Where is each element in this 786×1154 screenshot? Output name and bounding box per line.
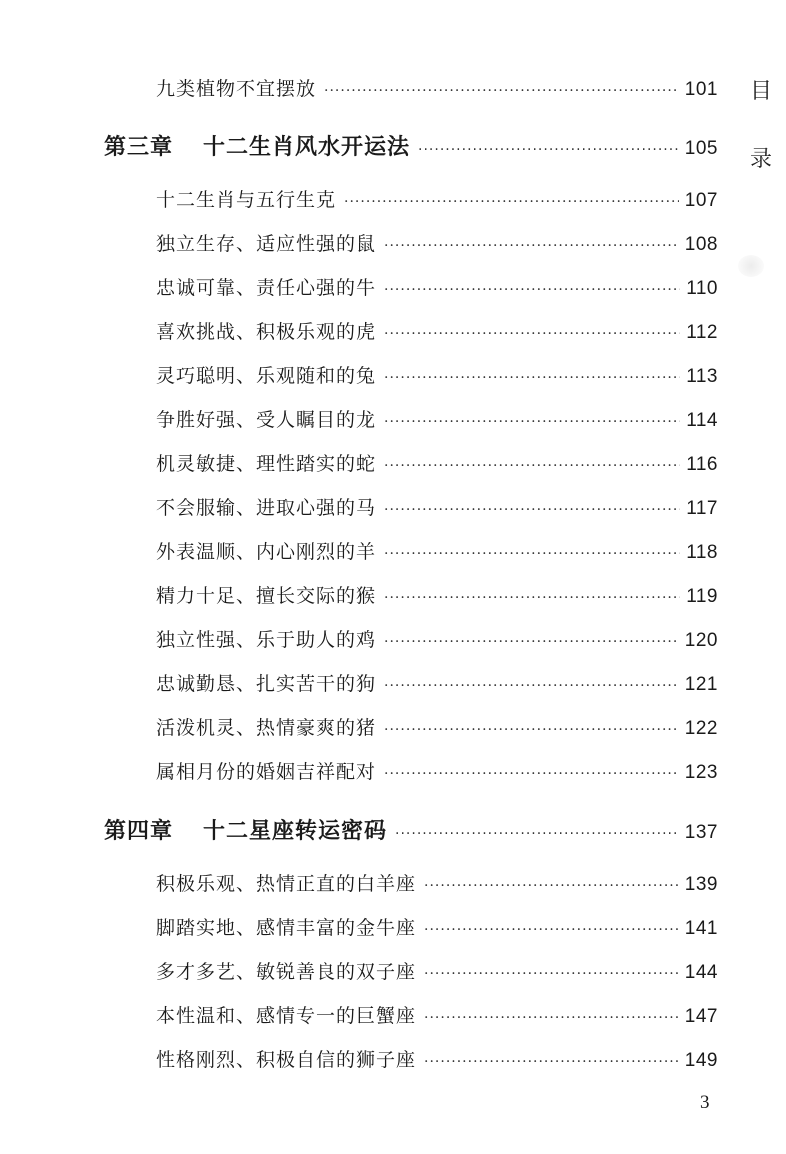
toc-entry[interactable] (156, 957, 718, 984)
toc-entry-page: 114 (686, 410, 718, 431)
toc-leader-dots (384, 766, 679, 782)
toc-leader-dots (384, 282, 680, 298)
toc-entry-page: 107 (684, 190, 718, 211)
toc-leader-dots (384, 634, 679, 650)
toc-leader-dots (384, 590, 680, 606)
toc-entry-page: 108 (684, 234, 718, 255)
toc-leader-dots (324, 83, 679, 99)
toc-entry[interactable] (156, 405, 718, 432)
toc-leader-dots (384, 458, 680, 474)
toc-entry-page: 122 (684, 718, 718, 739)
side-tab-mu: 目 (750, 79, 773, 104)
toc-entry-title: 外表温顺、内心刚烈的羊 (156, 541, 377, 563)
toc-entry[interactable] (156, 869, 718, 896)
toc-entry-page: 147 (684, 1006, 718, 1027)
toc-entry-title: 灵巧聪明、乐观随和的兔 (156, 365, 377, 387)
toc-entry-title: 性格刚烈、积极自信的狮子座 (156, 1049, 417, 1071)
toc-leader-dots (424, 966, 679, 982)
toc-chapter-page: 105 (684, 138, 718, 159)
toc-leader-dots (395, 826, 679, 842)
toc-entry-page: 110 (686, 278, 718, 299)
toc-entry-page: 144 (684, 962, 718, 983)
scan-smudge (738, 255, 764, 277)
toc-leader-dots (384, 546, 680, 562)
toc-entry-title: 独立性强、乐于助人的鸡 (156, 629, 377, 651)
toc-entry-page: 119 (686, 586, 718, 607)
toc-entry[interactable] (156, 361, 718, 388)
toc-entry-title: 喜欢挑战、积极乐观的虎 (156, 321, 377, 343)
toc-entry-title: 精力十足、擅长交际的猴 (156, 585, 377, 607)
toc-entry-page: 116 (686, 454, 718, 475)
toc-chapter-page: 137 (684, 822, 718, 843)
toc-chapter-heading (104, 130, 410, 161)
toc-entry-page: 123 (684, 762, 718, 783)
toc-entry-page: 113 (686, 366, 718, 387)
toc-leader-dots (384, 502, 680, 518)
toc-entry-page: 112 (686, 322, 718, 343)
toc-leader-dots (384, 678, 679, 694)
toc-entry-page: 101 (684, 79, 718, 100)
toc-entry-page: 117 (686, 498, 718, 519)
toc-chapter-number: 第三章 (104, 135, 174, 160)
toc-entry[interactable] (156, 713, 718, 740)
toc-leader-dots (384, 238, 679, 254)
toc-entry[interactable] (156, 449, 718, 476)
toc-entry[interactable] (156, 913, 718, 940)
toc-entry[interactable] (156, 493, 718, 520)
toc-entry-title: 机灵敏捷、理性踏实的蛇 (156, 453, 377, 475)
toc-entry-title: 脚踏实地、感情丰富的金牛座 (156, 917, 417, 939)
toc-chapter-title: 十二生肖风水开运法 (203, 135, 411, 160)
toc-entry-page: 121 (684, 674, 718, 695)
toc-entry[interactable] (156, 581, 718, 608)
toc-chapter[interactable] (104, 130, 718, 161)
toc-chapter[interactable] (104, 814, 718, 845)
toc-leader-dots (424, 1010, 679, 1026)
toc-entry-title: 本性温和、感情专一的巨蟹座 (156, 1005, 417, 1027)
toc-leader-dots (424, 1054, 679, 1070)
toc-entry-title: 十二生肖与五行生克 (156, 189, 337, 211)
toc-entry-title: 不会服输、进取心强的马 (156, 497, 377, 519)
toc-entry-title: 活泼机灵、热情豪爽的猪 (156, 717, 377, 739)
toc-entry-page: 118 (686, 542, 718, 563)
toc-entry[interactable] (156, 537, 718, 564)
toc-entry-title: 忠诚勤恳、扎实苦干的狗 (156, 673, 377, 695)
toc-entry-page: 139 (684, 874, 718, 895)
toc-chapter-number: 第四章 (104, 819, 174, 844)
toc-leader-dots (384, 414, 680, 430)
toc-entry-page: 120 (684, 630, 718, 651)
toc-entry-title: 九类植物不宜摆放 (156, 78, 317, 100)
toc-entry[interactable] (156, 273, 718, 300)
toc-entry-title: 争胜好强、受人瞩目的龙 (156, 409, 377, 431)
toc-leader-dots (384, 722, 679, 738)
toc-leader-dots (384, 370, 680, 386)
page-number: 3 (700, 1092, 710, 1113)
toc-entry[interactable] (156, 757, 718, 784)
toc-entry[interactable] (156, 1001, 718, 1028)
toc-entry-title: 属相月份的婚姻吉祥配对 (156, 761, 377, 783)
toc-entry-title: 忠诚可靠、责任心强的牛 (156, 277, 377, 299)
toc-entry[interactable] (156, 185, 718, 212)
toc-entry[interactable] (156, 74, 718, 101)
toc-entry[interactable] (156, 317, 718, 344)
toc-leader-dots (424, 878, 679, 894)
toc-chapter-heading (104, 814, 387, 845)
toc-entry-page: 149 (684, 1050, 718, 1071)
toc-entry-page: 141 (684, 918, 718, 939)
toc-leader-dots (344, 194, 679, 210)
toc-entry-title: 独立生存、适应性强的鼠 (156, 233, 377, 255)
toc-entry-title: 积极乐观、热情正直的白羊座 (156, 873, 417, 895)
toc-entry[interactable] (156, 229, 718, 256)
toc-entry[interactable] (156, 1045, 718, 1072)
toc-leader-dots (424, 922, 679, 938)
toc-entry-title: 多才多艺、敏锐善良的双子座 (156, 961, 417, 983)
side-tab-lu: 录 (750, 147, 773, 172)
toc-entry[interactable] (156, 669, 718, 696)
toc-leader-dots (384, 326, 680, 342)
toc-leader-dots (418, 142, 679, 158)
toc-entry[interactable] (156, 625, 718, 652)
toc-chapter-title: 十二星座转运密码 (203, 819, 388, 844)
